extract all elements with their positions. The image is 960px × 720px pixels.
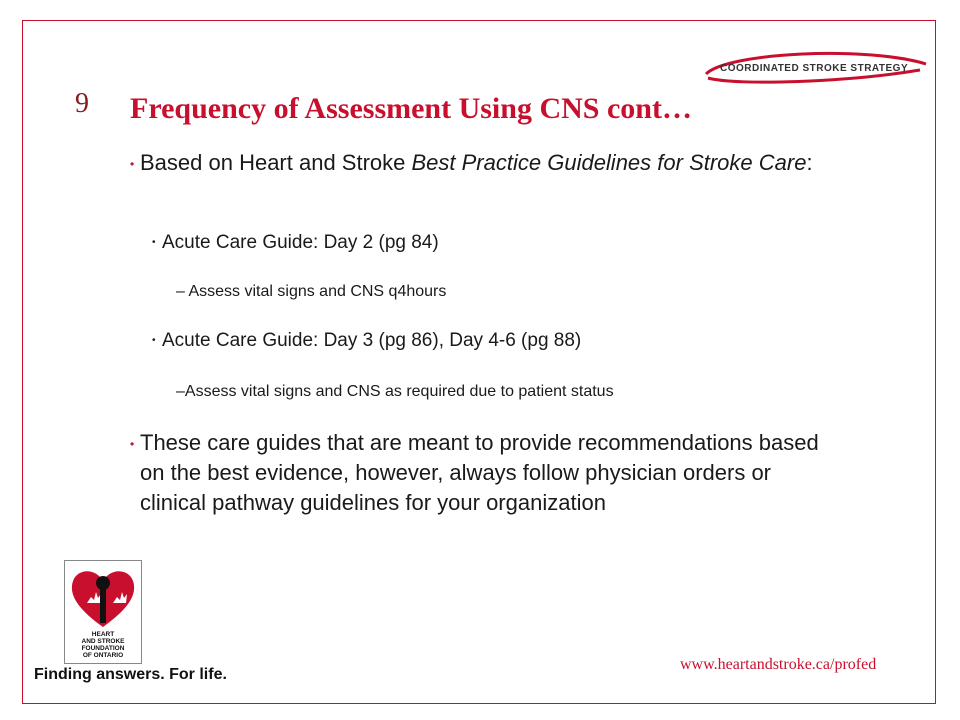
logo-text: COORDINATED STROKE STRATEGY (720, 63, 909, 74)
bullet-dot: • (152, 335, 156, 347)
bullet-dot: • (130, 437, 135, 452)
sub-bullet-day2 (152, 232, 439, 254)
logo-swoosh (698, 44, 938, 104)
heart-and-stroke-logo (64, 560, 142, 664)
sub-bullet-day3 (152, 330, 581, 352)
bullet-care-guides (130, 428, 850, 518)
bullet-tail: : (806, 150, 813, 175)
bullet-dot: • (130, 157, 135, 172)
org-name-line: HEART (91, 631, 115, 638)
dash-item-as-required (176, 383, 614, 401)
dash-glyph: – (176, 383, 185, 400)
guideline-title: Best Practice Guidelines for Stroke Care (411, 150, 807, 175)
dash-text: Assess vital signs and CNS q4hours (188, 283, 447, 300)
bullet-text: Based on Heart and Stroke (140, 150, 412, 175)
dash-glyph: – (176, 283, 189, 300)
org-name-line: OF ONTARIO (82, 652, 124, 659)
tagline: Finding answers. For life. (34, 666, 227, 683)
slide-number: 9 (75, 88, 89, 119)
footer-link[interactable]: www.heartandstroke.ca/profed (680, 656, 877, 673)
heart-torch-icon (65, 563, 141, 633)
sub-bullet-text: Acute Care Guide: Day 2 (pg 84) (162, 232, 439, 253)
org-name-line: FOUNDATION (81, 645, 125, 652)
dash-text: Assess vital signs and CNS as required due to patient status (184, 383, 614, 400)
page-title: Frequency of Assessment Using CNS cont… (130, 92, 692, 125)
sub-bullet-text: Acute Care Guide: Day 3 (pg 86), Day 4-6 (pg 88) (162, 330, 582, 351)
bullet-text: These care guides that are meant to provide recommendations based on the best evidence, however, always follow physician orders or clinical pathway guidelines for your organization (140, 430, 819, 515)
org-name-line: AND STROKE (81, 638, 125, 645)
bullet-best-practice (130, 148, 850, 179)
org-name (65, 631, 141, 659)
bullet-dot: • (152, 237, 156, 249)
dash-item-q4hours (176, 283, 446, 301)
